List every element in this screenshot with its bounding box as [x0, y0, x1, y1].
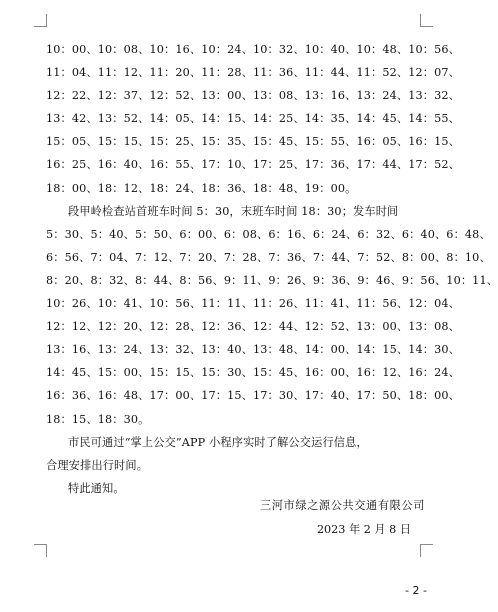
- paragraph-start: 段甲岭检查站首班车时间 5：30，末班车时间 18：30；发车时间: [68, 204, 399, 218]
- paragraph-start: 市民可通过“掌上公交”APP 小程序实时了解公交运行信息，: [68, 435, 368, 449]
- schedule-line: 5：30、5：40、5：50、6：00、6：08、6：16、6：24、6：32、6：40、6：48、: [46, 227, 491, 241]
- schedule-line: 11：04、11：12、11：20、11：28、11：36、11：44、11：52、12：07、: [46, 66, 460, 80]
- schedule-line: 6：56、7：04、7：12、7：20、7：28、7：36、7：44、7：52、8：00、8：10、: [46, 250, 491, 264]
- schedule-line: 10：26、10：41、10：56、11：11、11：26、11：41、11：56、12：04、: [46, 297, 460, 311]
- schedule-line: 18：15、18：30。: [46, 412, 150, 426]
- crop-mark-top-right: [420, 14, 433, 27]
- paragraph-line: 合理安排出行时间。: [46, 458, 149, 472]
- schedule-line: 16：36、16：48、17：00、17：15、17：30、17：40、17：50、18：00、: [46, 389, 460, 403]
- schedule-line: 12：12、12：20、12：28、12：36、12：44、12：52、13：00、13：08、: [46, 320, 460, 334]
- document-body: [46, 38, 498, 500]
- schedule-line: 13：42、13：52、14：05、14：15、14：25、14：35、14：45、14：55、: [46, 112, 460, 126]
- signature-organization: 三河市绿之源公共交通有限公司: [259, 499, 425, 512]
- schedule-line: 12：22、12：37、12：52、13：00、13：08、13：16、13：24、13：32、: [46, 89, 460, 103]
- schedule-line: 13：16、13：24、13：32、13：40、13：48、14：00、14：15、14：30、: [46, 343, 460, 357]
- schedule-line: 16：25、16：40、16：55、17：10、17：25、17：36、17：44、17：52、: [46, 158, 460, 172]
- schedule-line: 15：05、15：15、15：25、15：35、15：45、15：55、16：05、16：15、: [46, 135, 460, 149]
- crop-mark-top-left: [34, 14, 47, 27]
- signature-date: 2023 年 2 月 8 日: [316, 523, 411, 536]
- closing-line: 特此通知。: [68, 481, 125, 495]
- schedule-line: 10：00、10：08、10：16、10：24、10：32、10：40、10：48、10：56、: [46, 43, 460, 56]
- schedule-line: 18：00、18：12、18：24、18：36、18：48、19：00。: [46, 181, 357, 195]
- page-number: - 2 -: [405, 584, 427, 597]
- crop-mark-bottom-left: [34, 544, 47, 557]
- schedule-line: 14：45、15：00、15：15、15：30、15：45、16：00、16：12、16：24、: [46, 366, 460, 380]
- schedule-line: 8：20、8：32、8：44、8：56、9：11、9：26、9：36、9：46、9：56、10：11、: [46, 273, 498, 287]
- crop-mark-bottom-right: [420, 544, 433, 557]
